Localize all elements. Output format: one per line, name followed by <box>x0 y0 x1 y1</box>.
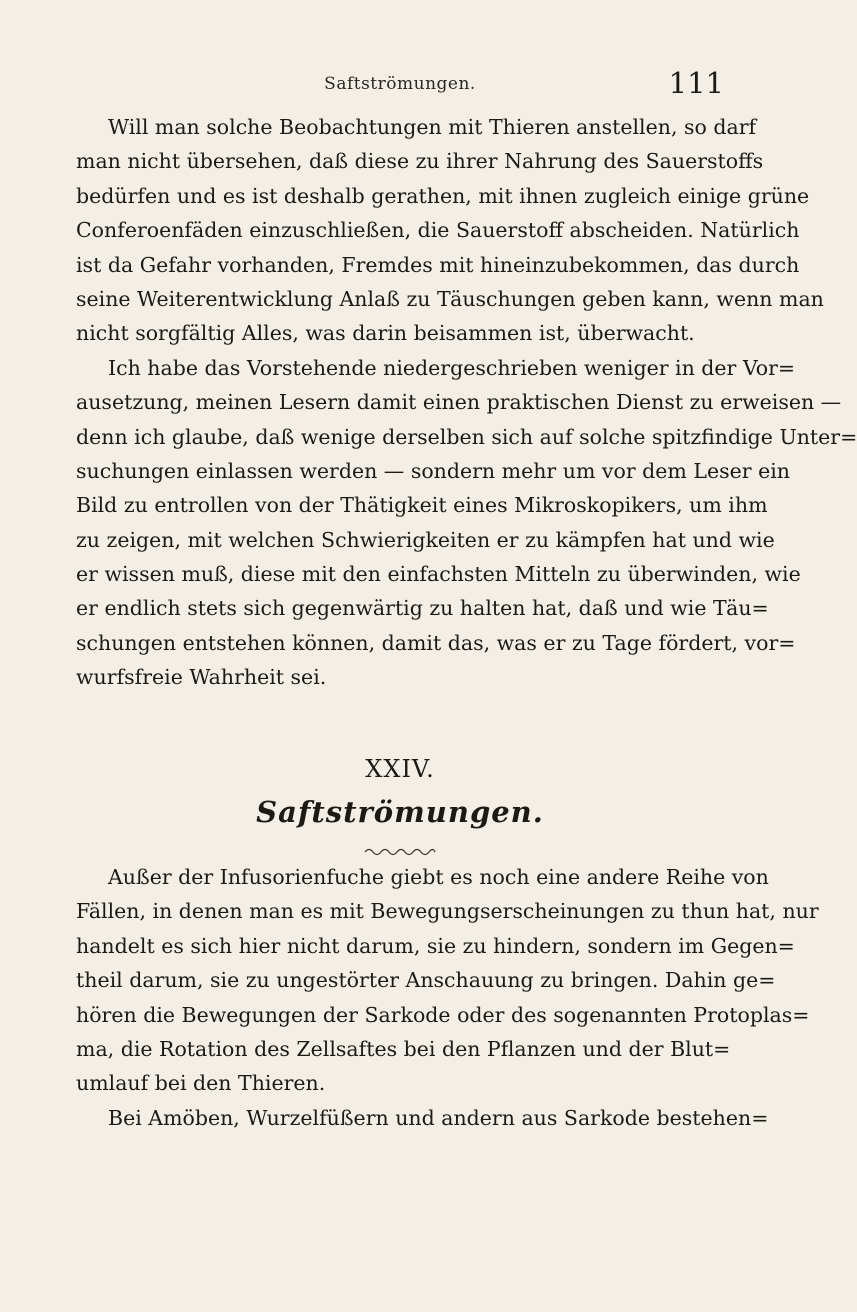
text-line: ma, die Rotation des Zellsaftes bei den Pflanzen und der Blut= <box>76 1036 731 1061</box>
text-line: Will man solche Beobachtungen mit Thieren anstellen, so darf <box>108 115 757 139</box>
text-line: theil darum, sie zu ungestörter Anschauung zu bringen. Dahin ge= <box>76 968 776 993</box>
text-line: Bei Amöben, Wurzelfüßern und andern aus Sarkode bestehen= <box>108 1105 769 1130</box>
text-line: wurfsfreie Wahrheit sei. <box>76 665 327 690</box>
text-line: Fällen, in denen man es mit Bewegungserscheinungen zu thun hat, nur <box>76 899 819 924</box>
text-line: Außer der Infusorienfuche giebt es noch eine andere Reihe von <box>108 865 769 889</box>
text-line: handelt es sich hier nicht darum, sie zu hindern, sondern im Gegen= <box>76 933 795 958</box>
text-line: er endlich stets sich gegenwärtig zu halten hat, daß und wie Täu= <box>76 596 769 621</box>
text-line: denn ich glaube, daß wenige derselben sich auf solche spitzfindige Unter= <box>76 424 857 449</box>
text-line: suchungen einlassen werden — sondern mehr um vor dem Leser ein <box>76 458 790 483</box>
page-number: 111 <box>668 66 724 100</box>
text-line: Ich habe das Vorstehende niedergeschrieben weniger in der Vor= <box>108 355 796 380</box>
text-line: bedürfen und es ist deshalb gerathen, mit ihnen zugleich einige grüne <box>76 183 810 208</box>
paragraphs-after-chapter <box>76 860 819 1135</box>
squiggle-ornament <box>363 846 437 858</box>
chapter-title: Saftströmungen. <box>256 795 544 829</box>
text-line: nicht sorgfältig Alles, was darin beisammen ist, überwacht. <box>76 321 695 346</box>
text-line: Bild zu entrollen von der Thätigkeit eines Mikroskopikers, um ihm <box>76 493 768 518</box>
running-head <box>76 66 724 106</box>
text-line: er wissen muß, diese mit den einfachsten Mitteln zu überwinden, wie <box>76 562 801 587</box>
text-line: seine Weiterentwicklung Anlaß zu Täuschungen geben kann, wenn man <box>76 286 824 311</box>
text-line: ist da Gefahr vorhanden, Fremdes mit hineinzubekommen, das durch <box>76 252 800 277</box>
text-line: ausetzung, meinen Lesern damit einen praktischen Dienst zu erweisen — <box>76 390 842 415</box>
text-line: hören die Bewegungen der Sarkode oder des sogenannten Protoplas= <box>76 1002 810 1027</box>
text-line: Conferoenfäden einzuschließen, die Sauerstoff abscheiden. Natürlich <box>76 218 800 243</box>
running-title: Saftströmungen. <box>324 74 476 94</box>
text-line: schungen entstehen können, damit das, was er zu Tage fördert, vor= <box>76 630 796 655</box>
text-line: umlauf bei den Thieren. <box>76 1071 326 1096</box>
text-line: man nicht übersehen, daß diese zu ihrer Nahrung des Sauerstoffs <box>76 149 764 174</box>
chapter-number: XXIV. <box>365 755 435 783</box>
paragraphs-before-chapter <box>76 110 857 695</box>
text-line: zu zeigen, mit welchen Schwierigkeiten er zu kämpfen hat und wie <box>76 527 775 552</box>
